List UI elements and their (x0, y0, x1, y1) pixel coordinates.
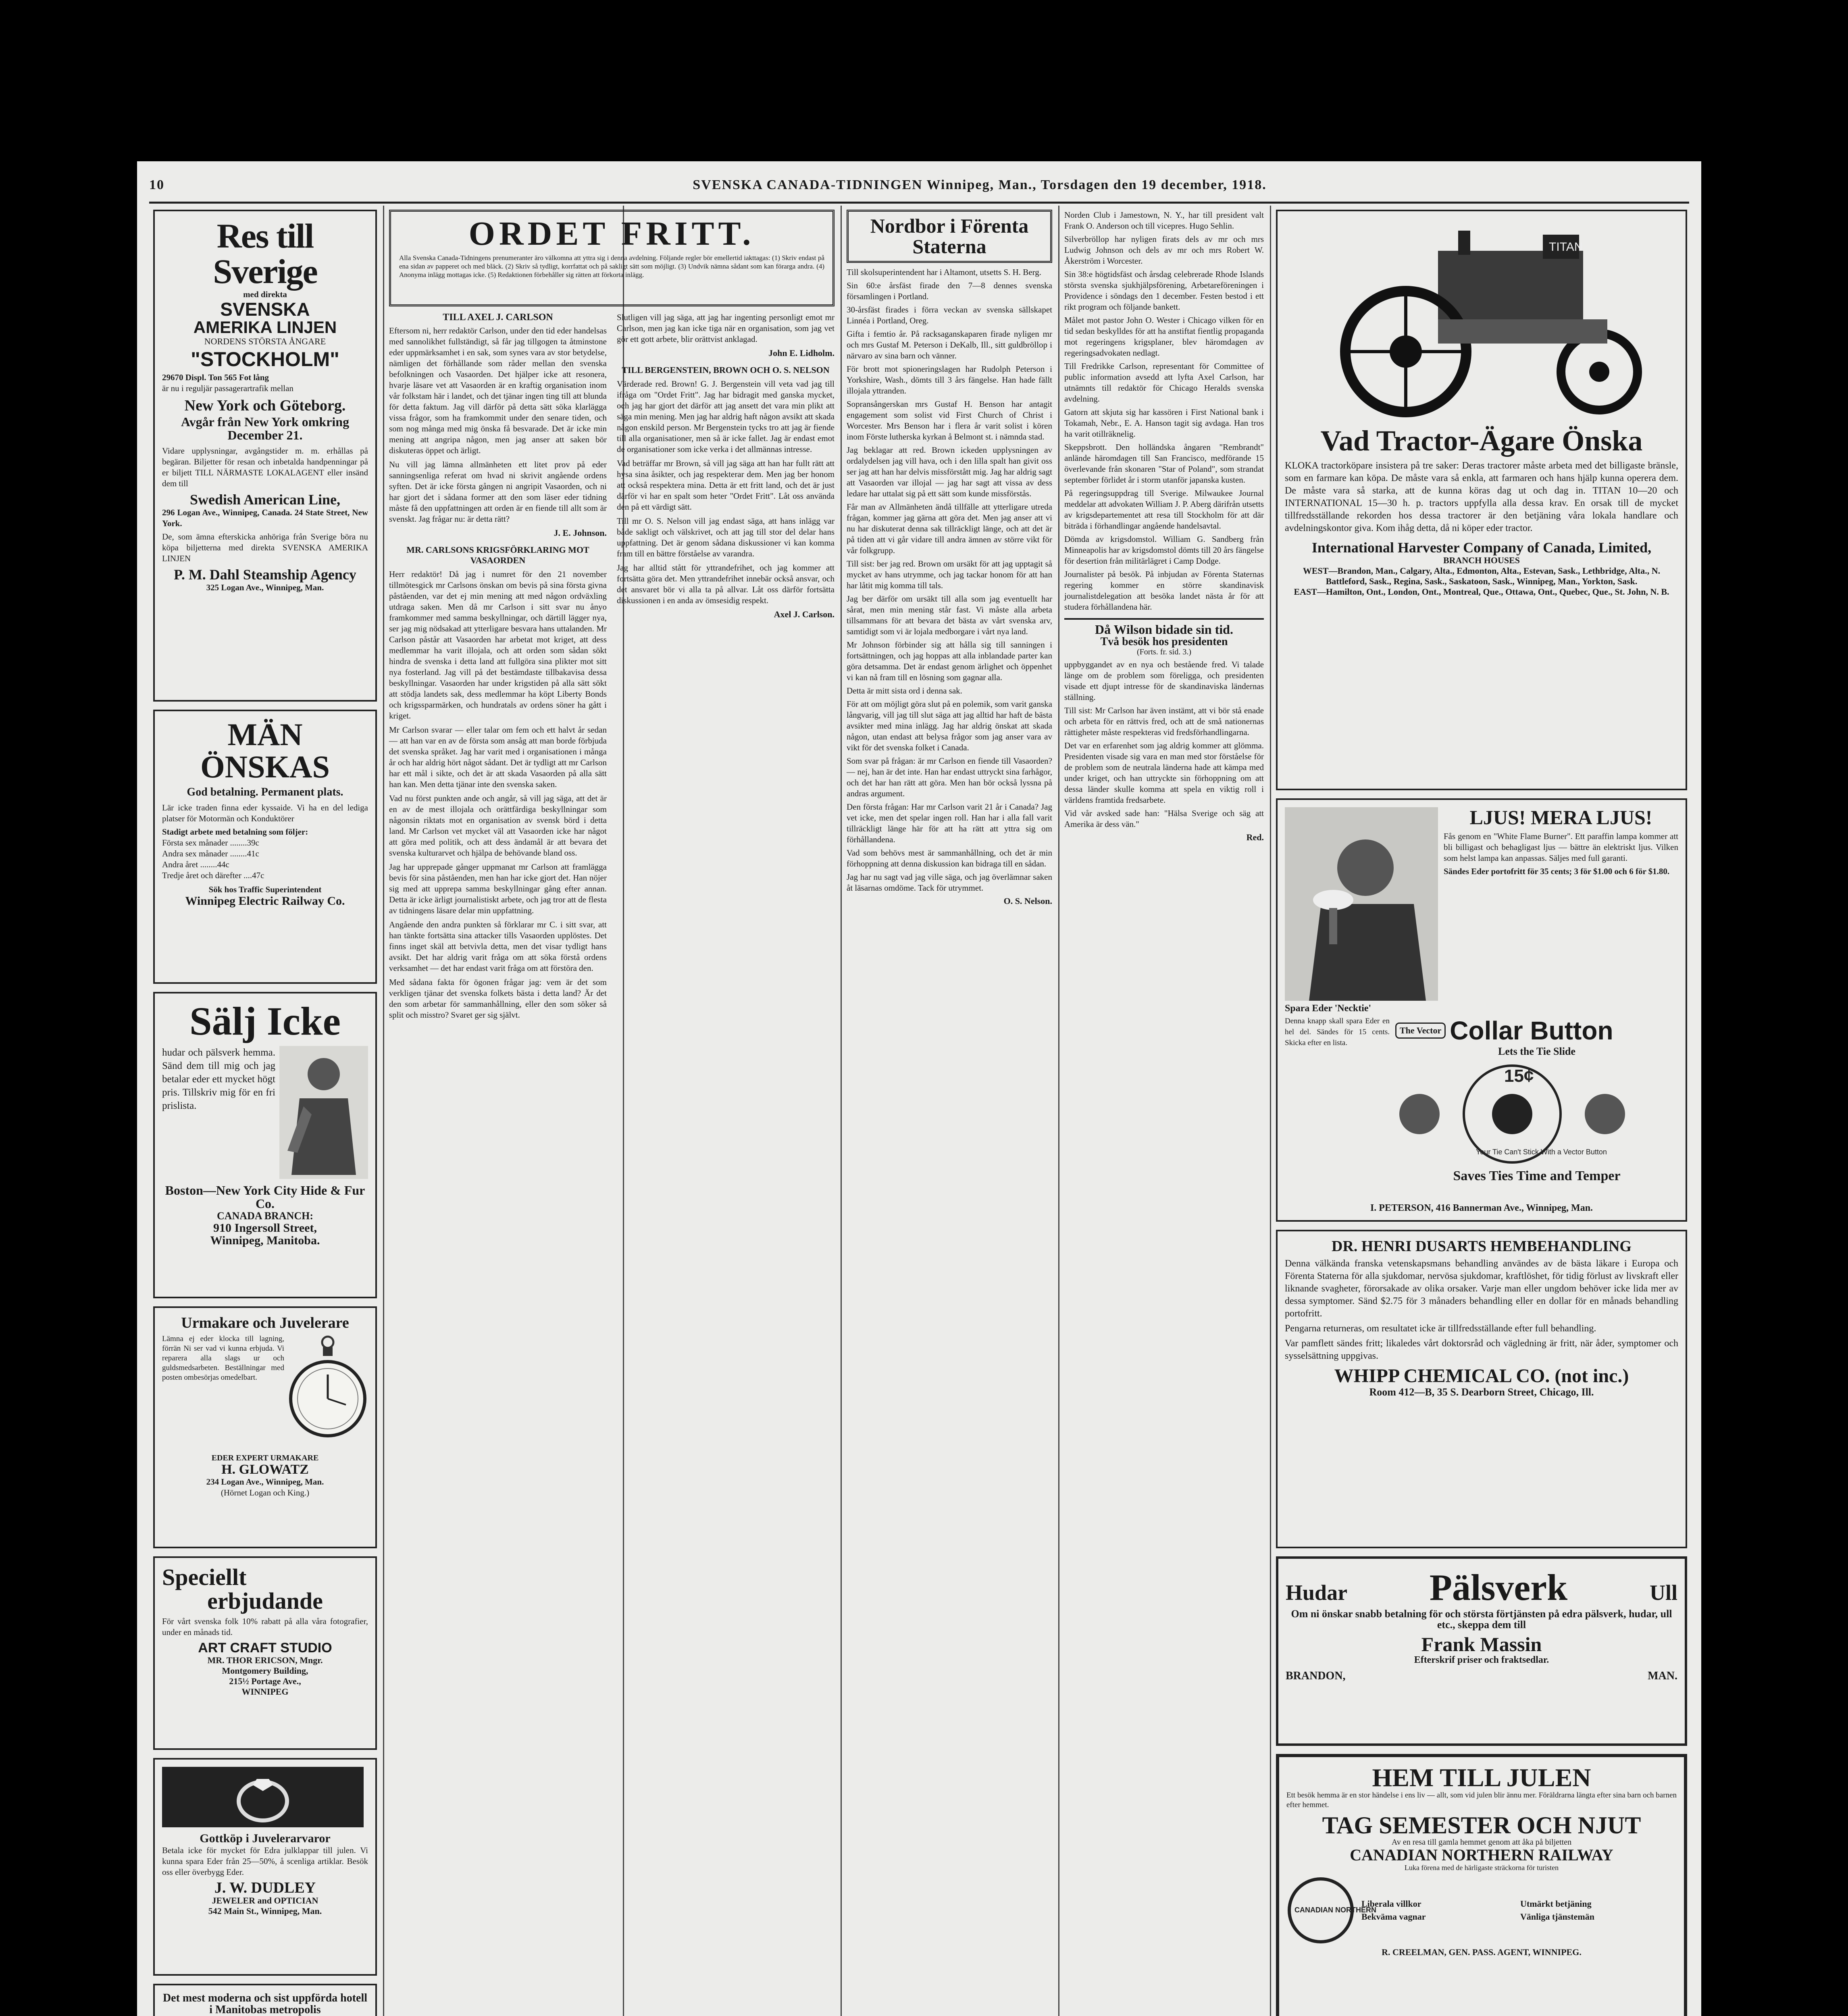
news-item: Jag har nu sagt vad jag ville säga, och jag överlämnar saken åt läsarnas omdöme. Tack för utrymmet. (847, 872, 1052, 893)
news-item: Detta är mitt sista ord i denna sak. (847, 686, 962, 696)
ad-title: LJUS! MERA LJUS! (1469, 806, 1652, 829)
ship-name: "STOCKHOLM" (191, 348, 339, 371)
article-paragraph: Till sist: Mr Carlson har även instämt, att vi bör stå enade och arbeta för en rättvis fred, och att de små nationernas rättigheter måste respekteras vid fredsförhandlingarna. (1064, 706, 1264, 737)
wage-row: Tredje året och därefter ....47c (162, 870, 264, 880)
letter-signature: John E. Lidholm. (768, 348, 835, 358)
ad-title: Res till Sverige (213, 217, 317, 291)
fur-trapper-icon (279, 1046, 368, 1179)
article-paragraph: Det var en erfarenhet som jag aldrig kommer att glömma. Presidenten visade sig vara en man med stor förståelse för de problem som de neutrala länderna hade att kämpa med under kriget, och han uttryckte sin förhoppning om att dessa länder skulle komma att spela en viktig roll i världens framtida fredsarbete. (1064, 741, 1264, 805)
ad-text: AMERIKA LINJEN (193, 318, 337, 337)
brand-badge: The Vector (1395, 1023, 1446, 1039)
letter-paragraph: Jag har upprepade gånger uppmanat mr Carlson att framlägga bevis för sina påståenden, men han har icke gjort det. Han nöjer sig med att upprepa samma beskyllningar gång efter annan. Detta är icke ärligt journalistiskt arbete, och jag tror att de flesta av tidningens läsare delar min uppfattning. (389, 862, 607, 915)
ad-title: erbjudande (207, 1588, 323, 1614)
ad-salj-icke (153, 992, 377, 1298)
ad-subtitle: Spara Eder 'Necktie' (1285, 1003, 1371, 1014)
letter-paragraph: Eftersom ni, herr redaktör Carlson, under den tid eder handelsas med sannolikhet fullständigt, så får jag tillgogen ta åtminstone eder uppmärksamhet i en sak, som synes vara av stor betydelse, nämligen det förhållande som råder mellan den svenska befolkningen och Vasaorden. Det hjälper icke att resonera, hvarje läsare vet att Vasaorden är en kraftig organisation inom vår folkstam här i landet, och det tjänar ingen ting till att blunda för detta faktum. Jag vill därför på detta sätt söka klarlägga vissa frågor, som ha framkommit under den senare tiden, och som nog många med mig önska få besvarade. Det är icke min mening att angripa någon, men jag anser att saken bör diskuteras öppet och ärligt. (389, 326, 607, 455)
ad-palsverk (1276, 1556, 1687, 1746)
ad-text: BRANCH HOUSES (1443, 555, 1520, 566)
ad-address: 542 Main St., Winnipeg, Man. (208, 1906, 322, 1916)
article-note: (Forts. fr. sid. 3.) (1137, 648, 1191, 657)
ad-address: I. PETERSON, 416 Bannerman Ave., Winnipeg, Man. (1370, 1203, 1593, 1213)
ad-text: NORDENS STÖRSTA ÅNGARE (204, 336, 326, 347)
ad-address: 215½ Portage Ave., (229, 1676, 301, 1686)
collar-button-icon (1395, 1058, 1629, 1166)
ad-dr-henri-dusart (1276, 1230, 1687, 1548)
ad-text: CANADA BRANCH: (216, 1210, 314, 1222)
ad-title: Speciellt (162, 1564, 247, 1590)
ad-text: 29670 Displ. Ton 565 Fot lång (162, 373, 269, 383)
letter-paragraph: Vad beträffar mr Brown, så vill jag säga att han har fullt rätt att hysa sina åsikter, och jag respekterar dem. Men jag ber honom att också respektera mina. Detta är ett fritt land, och det är just därför vi har en spalt som heter "Ordet Fritt". Låt oss använda den på ett värdigt sätt. (617, 458, 835, 512)
news-item: Skeppsbrott. Den holländska ångaren "Rembrandt" anlände häromdagen till San Francisco, medförande 15 överlevande från skonaren "Star of Poland", som strandat september förlidet år i storm utanför japanska kusten. (1064, 442, 1264, 485)
letter-signature: Axel J. Carlson. (774, 609, 835, 619)
ring-icon (162, 1767, 364, 1827)
ad-title: HEM TILL JULEN (1372, 1763, 1591, 1792)
ad-feature: Vänliga tjänstemän (1520, 1912, 1594, 1922)
ad-text: Sök hos Traffic Superintendent (208, 884, 322, 894)
ad-title: Collar Button (1450, 1016, 1613, 1045)
letter-heading: TILL AXEL J. CARLSON (443, 312, 553, 323)
ad-ljus-collar (1276, 798, 1687, 1222)
sailing-date: Avgår från New York omkring December 21. (181, 414, 350, 442)
ad-feature: Utmärkt betjäning (1520, 1899, 1592, 1909)
railway-name: CANADIAN NORTHERN RAILWAY (1350, 1846, 1613, 1864)
news-item: Målet mot pastor John O. Wester i Chicago vilken för en tid sedan beskylldes för att ha anstiftat fientlig propaganda mot regeringens krigsplaner, blev häromdagen av regeringsadvokaten nedlagt. (1064, 315, 1264, 358)
news-item: Den första frågan: Har mr Carlson varit 21 år i Canada? Jag vet icke, men det spelar ingen roll. Han har i alla fall varit tillräckligt länge här för att ha rätt att yttra sig om förhållandena. (847, 802, 1052, 844)
ad-feature: Bekväma vagnar (1361, 1912, 1426, 1922)
lamp-woman-icon (1285, 807, 1438, 1001)
tractor-label: TITAN (1549, 240, 1583, 254)
slogan-part: Saves Ties (1453, 1168, 1513, 1183)
news-item: Sin 60:e årsfäst firade den 7—8 dennes svenska församlingen i Portland. (847, 281, 1052, 301)
header-rule (149, 202, 1689, 204)
ads-column-right (1276, 210, 1687, 2016)
wilson-article (1064, 618, 1264, 843)
ad-body: KLOKA tractorköpare insistera på tre saker: Deras tractorer måste arbeta med det billigaste bränsle, som en farmare kan köpa. De måste vara så enkla, att farmaren och hans hjälp kunna operera dem. De måste vara så starka, att de kunna köras dag ut och dag in. TITAN 10—20 och INTERNATIONAL 15—30 h. p. tractors uppfylla alla dessa krav. En orsak till de mycket tillfredsställande rekorden hos dessa tractorer är den betjäning våra lokala handlare och avdelningskontor giva. Kom ihåg detta, då ni köper eder tractor. (1285, 460, 1678, 534)
article-paragraph: Vid vår avsked sade han: "Hälsa Sverige och säg att Amerika är dess vän." (1064, 808, 1264, 829)
agent-name: R. CREELMAN, GEN. PASS. AGENT, WINNIPEG. (1382, 1947, 1582, 1958)
company-name: Boston—New York City Hide & Fur Co. (165, 1183, 365, 1211)
ordet-fritt-section (389, 210, 835, 2016)
ad-body: Pengarna returneras, om resultatet icke är tillfredsställande efter full behandling. (1285, 1323, 1596, 1334)
news-item: Journalister på besök. På inbjudan av Förenta Staternas regering kommer en större skandinavisk journalistdelegation att besöka landet nästa år för att studera förhållandena här. (1064, 569, 1264, 612)
company-name: WHIPP CHEMICAL CO. (not inc.) (1334, 1365, 1629, 1387)
ad-art-craft-studio (153, 1556, 377, 1750)
ad-text: EDER EXPERT URMAKARE (211, 1453, 319, 1462)
section-title: ORDET FRITT. (468, 215, 755, 252)
company-name: Winnipeg Electric Railway Co. (185, 894, 345, 908)
news-item: Mr Johnson förbinder sig att hålla sig till sanningen i fortsättningen, och jag hoppas att alla inblandade parter kan göra detsamma. Det är endast genom ärlighet och öppenhet vi kan nå fram till en lösning som gagnar alla. (847, 640, 1052, 682)
logo-text: CANADIAN NORTHERN (1294, 1906, 1376, 1914)
letter-paragraph: Nu vill jag lämna allmänheten ett litet prov på eder sanningsenliga referat om hvad ni skrivit angående ordens syften. Det är icke första gången ni angripit Vasaorden, och ni har gjort det i sådana former att den som läser eder tidning måste få den uppfattningen att orden är en fiende till allt som är svenskt. Jag frågar nu: är detta rätt? (389, 460, 607, 524)
ad-body: Denna välkända franska vetenskapsmans behandling användes av de bästa läkare i Europa och Förenta Staterna för alla sjukdomar, nervösa sjukdomar, kraftlöshet, för tidig förlust av livskraft eller liknande svagheter, förorsakade av olika orsaker. Varje man eller ungdom behöver icke lida mer av dessa symptomer. Sänd $2.75 för 3 månaders behandling eller en dollar för en månads behandling portofritt. (1285, 1258, 1678, 1319)
ad-title: Gottköp i Juvelerarvaror (200, 1832, 331, 1845)
news-item: Sin 38:e högtidsfäst och årsdag celebrerade Rhode Islands största svenska sjukhjälpsförening, Arbetareföreningen i Providence i söndags den 1 december. Festen bestod i ett rikt program och följande bankett. (1064, 269, 1264, 312)
wage-row: Andra året ........44c (162, 859, 229, 869)
ad-mclaren-hotel (153, 1984, 377, 2016)
ad-address: 234 Logan Ave., Winnipeg, Man. (206, 1477, 324, 1487)
news-item: Får man av Allmänheten ändå tillfälle att ytterligare utreda frågan, kommer jag gärna att göra det. Men jag anser att vi nu har diskuterat denna sak tillräckligt länge, och att det är på tiden att vi går vidare till andra ämnen av större vikt för vår folkgrupp. (847, 502, 1052, 555)
agent-name: P. M. Dahl Steamship Agency (174, 566, 356, 583)
letter-paragraph: Med sådana fakta för ögonen frågar jag: vem är det som verkligen tjänar det svenska folkets bästa i detta land? Är det den som arbetar för sammanhållning, eller den som söker så split och misstro? Svaret ger sig självt. (389, 977, 607, 1020)
ad-price: Sändes Eder portofritt för 35 cents; 3 för $1.00 och 6 för $1.80. (1444, 866, 1670, 876)
news-item: Norden Club i Jamestown, N. Y., har till president valt Frank O. Anderson och till vicepres. Hugo Sehlin. (1064, 210, 1264, 231)
letter-paragraph: Vad nu först punkten ande och angår, så vill jag säga, att det är en av de mest illojala och orättfärdiga beskyllningar som någonsin riktats mot en organisation av svensk börd i detta land. Mr Carlson vet mycket väl att Vasaorden icke har något att göra med politik, och att dess ändamål är att bevara det svenska kulturarvet och hjälpa de behövande bland oss. (389, 793, 607, 858)
ad-text: Luka förena med de härligaste sträckorna för turisten (1404, 1864, 1559, 1872)
news-column (1064, 210, 1264, 2016)
ad-label: Hudar (1286, 1581, 1348, 1605)
wage-row: Andra sex månader ........41c (162, 848, 259, 858)
ad-canadian-northern (1276, 1754, 1687, 2016)
news-item: 30-årsfäst firades i förra veckan av svenska sällskapet Linnéa i Portland, Oreg. (847, 305, 1052, 325)
ad-name: Frank Massin (1421, 1633, 1542, 1656)
ad-body: Om ni önskar snabb betalning för och största förtjänsten på edra pälsverk, hudar, ull etc., skeppa dem till (1291, 1608, 1672, 1631)
ad-name: H. GLOWATZ (221, 1462, 309, 1477)
canadian-northern-logo-icon (1286, 1876, 1376, 1945)
agent-address: 296 Logan Ave., Winnipeg, Canada. 24 State Street, New York. (162, 507, 368, 528)
ad-body: De, som ämna efterskicka anhöriga från Sverige böra nu köpa biljetterna med direkta SVENSKA AMERIKA LINJEN (162, 531, 368, 563)
ad-city: Winnipeg, Manitoba. (210, 1233, 320, 1247)
letter-paragraph: Jag har alltid stått för yttrandefrihet, och jag kommer att fortsätta göra det. Men yttrandefrihet innebär också ansvar, och det ansvaret bör vi alla ta på allvar. Låt oss därför fortsätta diskussionen i en anda av ömsesidig respekt. (617, 563, 835, 605)
ad-body: hudar och pälsverk hemma. Sänd dem till mig och jag betalar eder ett mycket högt pris. Tillskriv mig för en fri prislista. (162, 1047, 275, 1111)
newspaper-sheet (137, 161, 1701, 2016)
ad-name: J. W. DUDLEY (214, 1879, 316, 1896)
wage-row: Första sex månader ........39c (162, 837, 259, 848)
ad-headline: TAG SEMESTER OCH NJUT (1322, 1812, 1641, 1839)
news-item: Vad som behövs mest är sammanhållning, och det är min förhoppning att denna diskussion kan bidraga till en sådan. (847, 848, 1052, 868)
ad-title: Sälj Icke (189, 999, 341, 1043)
news-item: Sopransångerskan mrs Gustaf H. Benson har antagit engagement som solist vid First Church of Christ i Worcester. Mrs Benson har i flera år varit solist i kören inom Förste lutherska kyrkan å Belmont st. i nämnda stad. (847, 399, 1052, 442)
ad-title: Urmakare och Juvelerare (181, 1314, 349, 1331)
ad-body: Fås genom en "White Flame Burner". Ett paraffin lampa kommer att bli billigast och behagligast ljus — bättre än elektriskt ljus. Vilken som helst lampa kan anpassas. Säljes med full garanti. (1444, 831, 1678, 863)
company-name: International Harvester Company of Canada, Limited, (1311, 539, 1652, 556)
ad-man-onskas (153, 710, 377, 984)
letter-signature: J. E. Johnson. (554, 528, 607, 538)
route: New York och Göteborg. (184, 397, 346, 414)
article-paragraph: uppbyggandet av en nya och bestående fred. Vi talade länge om de problem som föreligga, och presidenten visade ett djupt intresse för de skandinaviska ländernas ställning. (1064, 660, 1264, 702)
ad-urmakare (153, 1306, 377, 1548)
article-subtitle: Två besök hos presidenten (1100, 635, 1228, 648)
news-item: Dömda av krigsdomstol. William G. Sandberg från Minneapolis har av krigsdomstol dömts till 20 års fängelse för desertion från militärlägret i Camp Dodge. (1064, 534, 1264, 566)
letter-paragraph: Herr redaktör! Då jag i numret för den 21 november tillmötesgick mr Carlsons önskan om bevis på sina första givna påståenden, var det ej min mening att med någon ordväxling utdraga saken. Men då mr Carlson i sitt svar nu ånyo framkommer med samma beskyllningar, och därtill lägger nya, ser jag mig nödsakad att ytterligare besvara hans uttalanden. Mr Carlson påstår att Vasaorden har arbetat mot kriget, att dess medlemmar ha varit illojala, och att orden som sådan sökt hindra de svenska i detta land att fullgöra sina plikter mot sitt nya fosterland. Jag vill på det bestämdaste tillbakavisa dessa beskyllningar. Vasaorden har under krigstiden på alla sätt sökt att stödja landets sak, dess medlemmar ha köpt Liberty Bonds och krigssparmärken, och hundratals av ordens söner ha gått i kriget. (389, 569, 607, 721)
ad-title: Pälsverk (1429, 1567, 1568, 1608)
ad-address: Room 412—B, 35 S. Dearborn Street, Chicago, Ill. (1369, 1386, 1594, 1398)
agent-address: 325 Logan Ave., Winnipeg, Man. (206, 582, 324, 592)
ordet-fritt-header (389, 210, 835, 306)
ad-text: JEWELER and OPTICIAN (212, 1895, 318, 1906)
news-item: Till skolsuperintendent har i Altamont, utsetts S. H. Berg. (847, 267, 1041, 277)
column-rule (383, 206, 384, 2016)
ad-jw-dudley (153, 1758, 377, 1976)
ad-title: DR. HENRI DUSARTS HEMBEHANDLING (1332, 1238, 1632, 1255)
letter-heading: TILL BERGENSTEIN, BROWN OCH O. S. NELSON (622, 365, 830, 375)
ad-text: är nu i reguljär passagerartrafik mellan (162, 383, 293, 394)
ad-body: Lämna ej eder klocka till lagning, förrän Ni ser vad vi kunna erbjuda. Vi reparera alla slags ur och guldsmedsarbeten. Beställningar med posten ombesörjas omedelbart. (162, 1334, 284, 1382)
price-label: 15¢ (1504, 1066, 1534, 1086)
ad-body: Lär icke traden finna eder kyssaide. Vi ha en del lediga platser för Motormän och Konduktörer (162, 802, 368, 823)
ordet-column-right (617, 312, 835, 1024)
section-title: Nordbor i Förenta Staterna (870, 215, 1029, 258)
ad-subtitle: Lets the Tie Slide (1498, 1045, 1575, 1057)
ad-address: 910 Ingersoll Street, (213, 1221, 317, 1235)
pocket-watch-icon (287, 1334, 368, 1451)
ad-text: SVENSKA (220, 299, 310, 320)
ad-text: (Hörnet Logan och King.) (221, 1488, 310, 1498)
letter-signature: O. S. Nelson. (1003, 896, 1052, 906)
section-intro: Alla Svenska Canada-Tidningens prenumeranter äro välkomna att yttra sig i denna avdelning. Följande regler bör emellertid iakttagas: (1) Skriv endast på ena sidan av papperet och med bläck. (2) Skriv så tydligt, korrfattat och på sakligt sätt som möjligt. (3) Undvik nämna sådant som kan förarga andra. (4) Anonyma inlägg mottagas icke. (5) Redaktionen förbehåller sig rätten att förkorta inlägg. (399, 254, 824, 279)
ad-feature: Liberala villkor (1361, 1899, 1421, 1909)
ring-text: Your Tie Can't Stick With a Vector Button (1476, 1148, 1607, 1156)
ad-international-harvester (1276, 210, 1687, 790)
ad-state: MAN. (1648, 1670, 1677, 1683)
letter-paragraph: Till mr O. S. Nelson vill jag endast säga, att hans inlägg var både sakligt och välskrivet, och att jag till stor del delar hans uppfattning. Det är genom sådana diskussioner vi kan komma fram till en bättre förståelse av varandra. (617, 516, 835, 558)
studio-name: ART CRAFT STUDIO (198, 1640, 332, 1656)
ad-text: MR. THOR ERICSON, Mngr. (207, 1655, 323, 1665)
column-rule (1058, 206, 1059, 2016)
ad-text: Efterskrif priser och fraktsedlar. (1414, 1655, 1549, 1666)
news-item: För brott mot spioneringslagen har Rudolph Peterson i Yorkshire, Wash., dömts till 3 års fängelse. Han hade fällt illojala yttranden. (847, 364, 1052, 396)
ordet-column-left (389, 312, 607, 1024)
letter-heading: MR. CARLSONS KRIGSFÖRKLARING MOT VASAORDEN (406, 545, 589, 565)
news-item: Jag ber därför om ursäkt till alla som jag eventuellt har sårat, men min mening står fast. Vi måste alla arbeta tillsammans för att bevara det bästa av vårt svenska arv, samtidigt som vi är lojala medborgare i vårt nya land. (847, 594, 1052, 636)
ad-city: BRANDON, (1286, 1670, 1346, 1683)
ad-text: Montgomery Building, (222, 1665, 308, 1676)
nordbor-section (847, 210, 1052, 2016)
slogan-part: and (1550, 1168, 1572, 1183)
slogan-part: Temper (1575, 1168, 1621, 1183)
collar-button-panel (1395, 1016, 1678, 1185)
page-header (149, 177, 1689, 202)
ad-body: Denna knapp skall spara Eder en hel del. Sändes för 15 cents. Skicka efter en lista. (1285, 1017, 1390, 1047)
news-item: Silverbröllop har nyligen firats dels av mr och mrs Ludwig Johnson och dels av mr och mrs Robert W. Åkerström i Worcester. (1064, 234, 1264, 266)
news-item: Till sist: ber jag red. Brown om ursäkt för att jag upptagit så mycket av hans utrymme, och jag tackar honom för att han har låtit mig komma till tals. (847, 559, 1052, 590)
ad-text: Det mest moderna och sist uppförda hotell i Manitobas metropolis (162, 1992, 368, 2016)
ads-column (153, 210, 377, 2016)
masthead: SVENSKA CANADA-TIDNINGEN Winnipeg, Man., Torsdagen den 19 december, 1918. (693, 177, 1267, 192)
tractor-illustration-icon (1285, 219, 1680, 420)
news-item: Jag beklagar att red. Brown ickeden upplysningen av ordalydelsen jag vill hava, och i den lilla spalt han givit oss ser jag att han har delvis missförstått mig. Jag har aldrig sagt att Vasaorden var illojal — jag har sagt att vissa av dess ledare har uttalat sig på ett sätt som kunde missförstås. (847, 445, 1052, 498)
agent-name: Swedish American Line, (189, 492, 341, 508)
letter-paragraph: Mr Carlson svarar — eller talar om fem och ett halvt år sedan — att han var en av de första som ansåg att man borde förbjuda det svenska språket. Jag har varit med i organisationen i många år och har aldrig hört något sådant. Det är tydligt att mr Carlson har ett mål i sikte, och det är att skada Vasaorden på alla sätt han kan. Men detta tjänar inte den svenska saken. (389, 725, 607, 789)
news-item: Gatorn att skjuta sig har kassören i First National bank i Tokamah, Nebr., E. A. Hanson tagit sig avdaga. Han tros ha varit otillräknelig. (1064, 407, 1264, 439)
news-item: Gifta i femtio år. På racksaganskaparen firade nyligen mr och mrs Gustaf M. Peterson i DeKalb, Ill., sitt guldbröllop i närvaro av sina barn och vänner. (847, 329, 1052, 360)
ad-label: Ull (1649, 1581, 1677, 1605)
ad-location (1286, 1670, 1677, 1683)
ad-body: Ett besök hemma är en stor händelse i ens liv — allt, som vid julen blir ännu mer. Föräldrarna längta efter sina barn och barnen efter hemmet. (1286, 1791, 1677, 1810)
column-rule (1270, 206, 1271, 2016)
news-item: På regeringsuppdrag till Sverige. Milwaukee Journal meddelar att advokaten William J. P. Aberg därifrån utsetts av krigsdepartementet att resa till Stockholm för att där biträda i förhandlingar angående handelsavtal. (1064, 488, 1264, 531)
ad-city: WINNIPEG (241, 1686, 289, 1697)
letter-paragraph: Angående den andra punkten så förklarar mr C. i sitt svar, att han tänkte fortsätta sina attacker tills Vasaorden upplöstes. Det finns inget skäl att betvivla detta, men det visar tydligt hans avsikt. Det har aldrig varit fråga om att söka förstå ordens verksamhet — det har endast varit fråga om att förstöra den. (389, 920, 607, 973)
news-item: Till Fredrikke Carlson, representant för Committee of public information avsedd att lyfta Axel Carlson, har utnämnts till redaktör för Chicago Heralds svenska avdelning. (1064, 361, 1264, 404)
news-item: För att om möjligt göra slut på en polemik, som varit ganska långvarig, vill jag till slut säga att jag alltid har haft de bästa avsikter med mina inlägg. Jag har aldrig önskat att skada någon, utan endast att belysa frågor som jag anser vara av vikt för det svenska folket i Canada. (847, 699, 1052, 752)
letter-paragraph: Slutligen vill jag säga, att jag har ingenting personligt emot mr Carlson, men jag kan icke tiga när en organisation, som jag vet gör ett gott arbete, blir orättvist anklagad. (617, 312, 835, 344)
collar-slogan (1395, 1168, 1678, 1184)
ad-title: MÄN ÖNSKAS (200, 717, 330, 784)
branch-list: EAST—Hamilton, Ont., London, Ont., Montreal, Que., Ottawa, Ont., Quebec, Que., St. John, N. B. (1294, 587, 1669, 597)
ad-title: Vad Tractor-Ägare Önska (1320, 425, 1643, 457)
news-item: Som svar på frågan: är mr Carlson en fiende till Vasaorden? — nej, han är det inte. Han har endast uttryckt sina farhågor, och det har han rätt att göra. Men han bör också lyssna på andras argument. (847, 756, 1052, 798)
ad-body: Betala icke för mycket för Edra julklappar till julen. Vi kunna spara Eder från 25—50%, å scenliga artiklar. Besök oss eller överbygg Eder. (162, 1845, 368, 1877)
ad-text: Av en resa till gamla hemmet genom att åka på biljetten (1391, 1838, 1572, 1847)
article-signature: Red. (1246, 832, 1264, 843)
ad-subtitle: God betalning. Permanent plats. (187, 786, 343, 799)
branch-list: WEST—Brandon, Man., Calgary, Alta., Edmonton, Alta., Estevan, Sask., Lethbridge, Alta., N. Battleford, Sask., Regina, Sask., Saskatoon, Sask., Winnipeg, Man., Yorkton, Sask. (1303, 566, 1661, 587)
ad-body: Stadigt arbete med betalning som följer: (162, 827, 308, 837)
column-rule (841, 206, 842, 2016)
letter-paragraph: Värderade red. Brown! G. J. Bergenstein vill veta vad jag till ifråga om "Ordet Fritt". Jag har bidragit med ganska mycket, och jag har gjort det därför att jag ansett det vara min plikt att säga min mening. Men jag har aldrig haft någon avsikt att skada någon enskild person. Mr Bergenstein tycks tro att jag är fiende till alla organisationer, men så är icke fallet. Jag är endast emot de organisationer som icke verka i det allmännas intresse. (617, 379, 835, 454)
slogan-part: Time (1516, 1168, 1547, 1183)
page-number: 10 (149, 177, 164, 192)
ad-body: Vidare upplysningar, avgångstider m. m. erhållas på begäran. Biljetter för resan och inbetalda handpenningar på er biljett TILL NÄRMASTE LOKALAGENT eller insänd dem till (162, 446, 368, 489)
article-title: Då Wilson bidade sin tid. (1095, 622, 1233, 637)
ad-swedish-american-line (153, 210, 377, 702)
ad-text: med direkta (243, 289, 287, 300)
ad-body: För vårt svenska folk 10% rabatt på alla våra fotografier, under en månads tid. (162, 1616, 368, 1637)
nordbor-header (847, 210, 1052, 263)
ad-body: Var pamflett sändes fritt; likaledes vårt doktorsråd och vägledning är fritt, när åder, symptomer och sysselsättning uppgivas. (1285, 1338, 1678, 1361)
